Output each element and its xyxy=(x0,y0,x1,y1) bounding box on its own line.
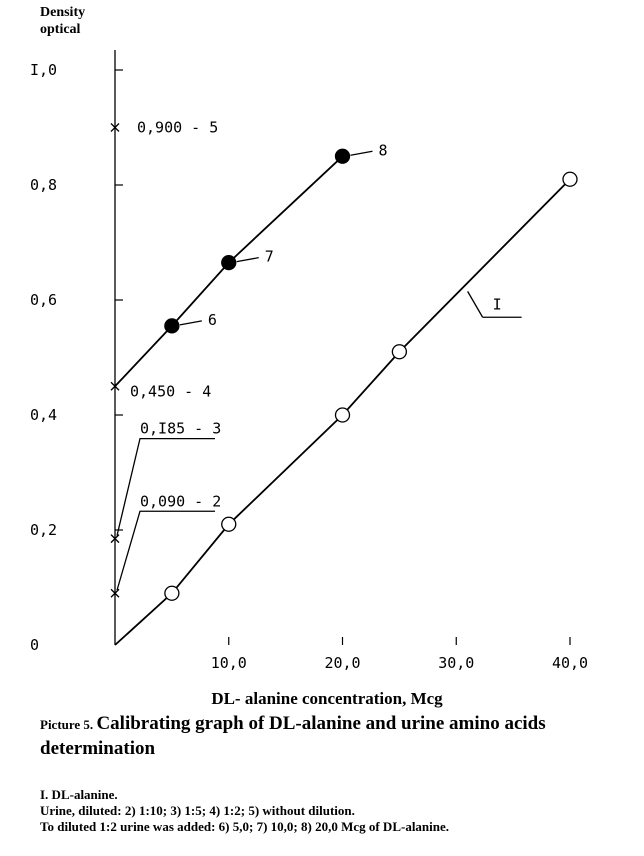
y-tick-label: 0,8 xyxy=(30,176,58,194)
x-axis-label: DL- alanine concentration, Mcg xyxy=(211,689,443,708)
x-tick-label: 10,0 xyxy=(210,654,247,672)
open-data-point xyxy=(165,586,179,600)
y-axis-mark-label: 0,450 - 4 xyxy=(130,382,212,401)
open-data-point xyxy=(222,517,236,531)
y-tick-label: 0,4 xyxy=(30,406,58,424)
point-leader xyxy=(180,321,202,325)
series-label: I xyxy=(492,295,502,314)
cross-leader xyxy=(117,511,215,590)
filled-data-point xyxy=(336,149,350,163)
series-line xyxy=(115,156,343,386)
y-axis-mark-label: 0,I85 - 3 xyxy=(140,419,222,438)
x-tick-label: 20,0 xyxy=(324,654,361,672)
y-axis-label-line2: optical xyxy=(40,22,81,37)
y-tick-label: 0 xyxy=(30,636,40,654)
point-leader xyxy=(237,258,259,262)
x-tick-label: 30,0 xyxy=(438,654,475,672)
point-label: 6 xyxy=(207,310,217,329)
figure-caption xyxy=(40,712,600,762)
note-line: I. DL-alanine. xyxy=(40,787,118,802)
point-label: 7 xyxy=(264,247,274,266)
y-axis-label-line1: Density xyxy=(40,5,86,20)
note-line: To diluted 1:2 urine was added: 6) 5,0; 7) 10,0; 8) 20,0 Mcg of DL-alanine. xyxy=(40,819,450,834)
figure-notes xyxy=(40,787,640,835)
open-data-point xyxy=(563,172,577,186)
point-leader xyxy=(351,151,373,155)
filled-data-point xyxy=(222,256,236,270)
x-tick-label: 40,0 xyxy=(551,654,589,672)
cross-leader xyxy=(117,439,215,536)
series-leader xyxy=(468,291,483,317)
y-tick-label: 0,6 xyxy=(30,291,58,309)
y-tick-label: 0,2 xyxy=(30,521,58,539)
caption-title: Calibrating graph of DL-alanine and urine amino acids determination xyxy=(40,713,546,759)
open-data-point xyxy=(336,408,350,422)
caption-prefix: Picture 5. xyxy=(40,717,97,732)
y-axis-mark-label: 0,090 - 2 xyxy=(140,492,222,511)
y-axis-mark-label: 0,900 - 5 xyxy=(137,118,219,137)
open-data-point xyxy=(392,345,406,359)
filled-data-point xyxy=(165,319,179,333)
note-line: Urine, diluted: 2) 1:10; 3) 1:5; 4) 1:2; 5) without dilution. xyxy=(40,803,355,818)
point-label: 8 xyxy=(378,141,388,160)
y-tick-label: I,0 xyxy=(30,61,58,79)
